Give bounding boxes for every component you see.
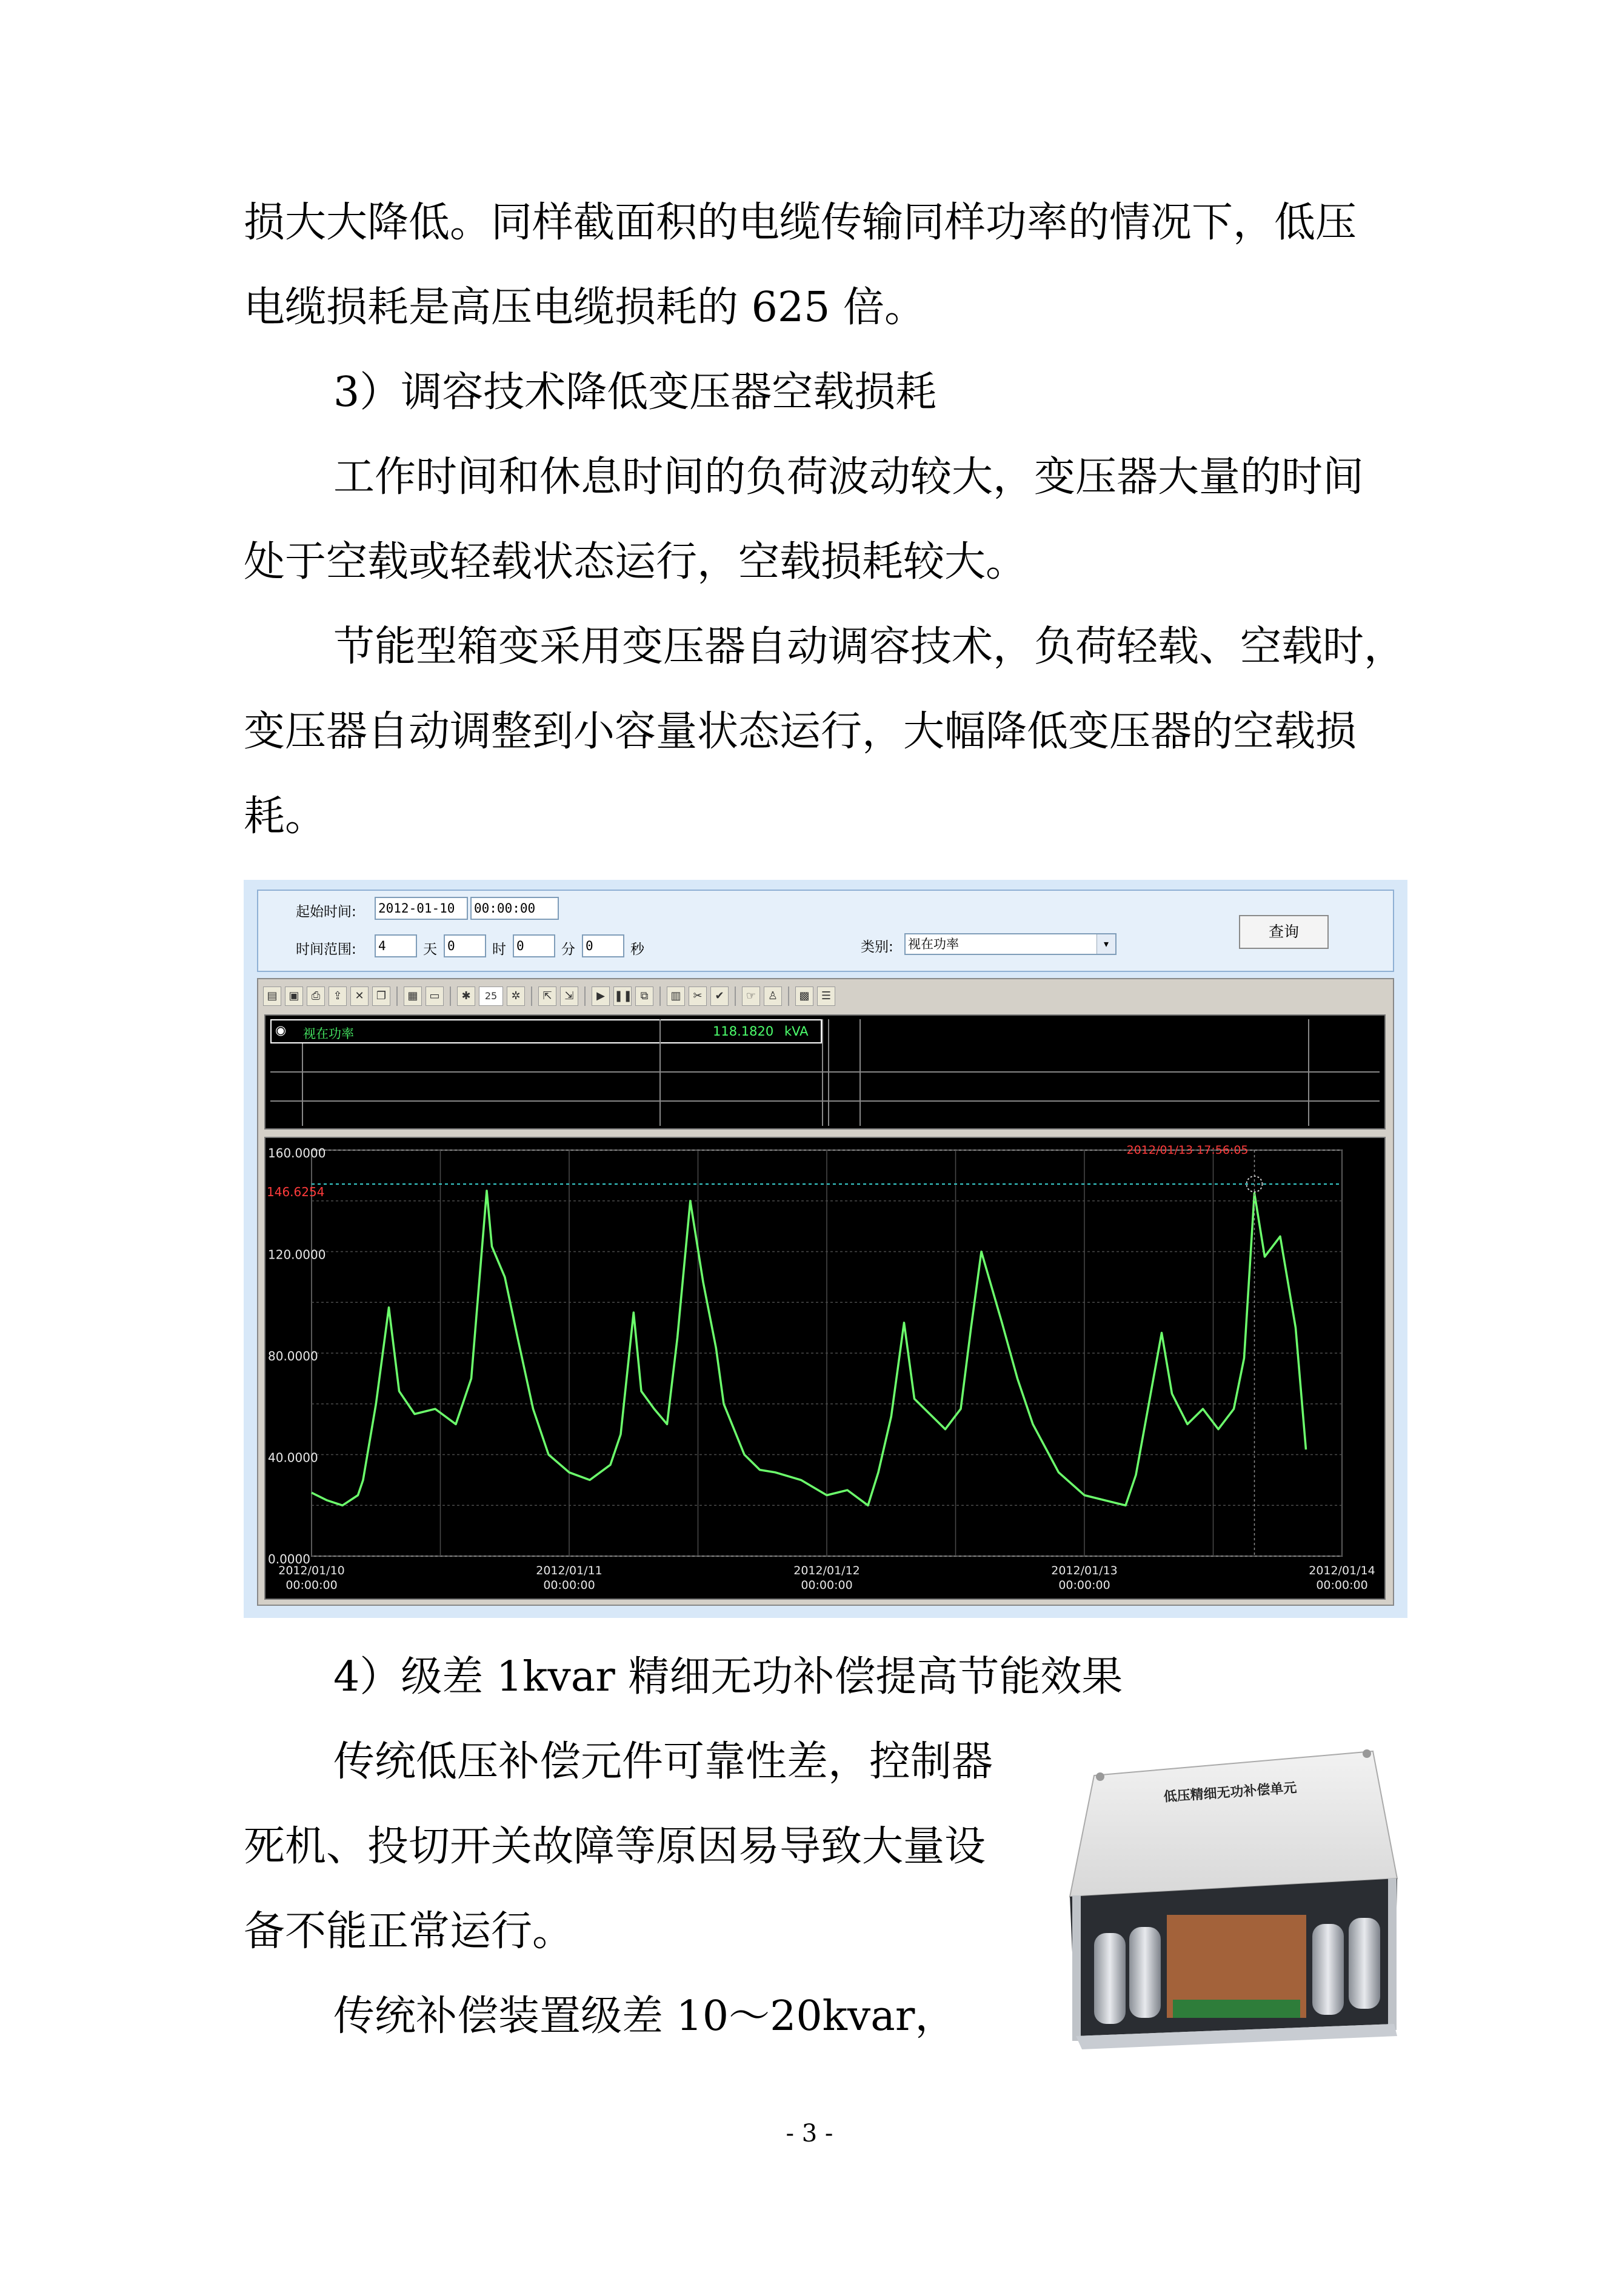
list-icon[interactable]: ☰ — [817, 987, 835, 1006]
capacitor — [1094, 1933, 1126, 2024]
x-tick-date: 2012/01/11 — [536, 1564, 603, 1577]
gear-icon[interactable]: ✲ — [507, 987, 525, 1006]
paragraph-line: 传统补偿装置级差 10～20kvar， — [333, 1992, 956, 2040]
enclosure-top — [1070, 1751, 1397, 1897]
frame-post — [1072, 1895, 1081, 2041]
cursor-label: 2012/01/13 17:56:05 — [1126, 1143, 1249, 1157]
layers-icon[interactable]: ⧉ — [635, 987, 653, 1006]
range-label: 时间范围: — [296, 942, 356, 957]
chart-app-window — [257, 978, 1394, 1606]
save-icon[interactable]: ▣ — [285, 987, 303, 1006]
circuit-board — [1173, 2000, 1300, 2018]
minutes-unit: 分 — [561, 942, 575, 957]
copy-icon[interactable]: ❐ — [372, 987, 390, 1006]
capacitor — [1312, 1924, 1344, 2015]
open-icon[interactable]: ▤ — [263, 987, 281, 1006]
value-row-value: 118.1820 — [713, 1024, 774, 1039]
paragraph-line: 节能型箱变采用变压器自动调容技术，负荷轻载、空载时， — [333, 623, 1406, 671]
play-icon[interactable]: ▶ — [592, 987, 610, 1006]
x-tick-time: 00:00:00 — [1058, 1579, 1110, 1592]
value-grid — [264, 1014, 1386, 1130]
hours-unit: 时 — [492, 942, 506, 957]
toolbar — [263, 983, 835, 1010]
paragraph-line: 损大大降低。同样截面积的电缆传输同样功率的情况下，低压 — [244, 199, 1357, 247]
panel-title: 低压精细无功补偿单元 — [1163, 1780, 1298, 1805]
x-tick-date: 2012/01/13 — [1051, 1564, 1118, 1577]
y-tick-label: 40.0000 — [268, 1450, 318, 1465]
x-tick-time: 00:00:00 — [543, 1579, 595, 1592]
grid-icon[interactable]: ▩ — [795, 987, 813, 1006]
value-row-name: 视在功率 — [303, 1027, 354, 1041]
paragraph-line: 处于空载或轻载状态运行，空载损耗较大。 — [244, 538, 1027, 586]
minutes-input[interactable]: 0 — [513, 934, 555, 957]
paragraph-line: 备不能正常运行。 — [244, 1908, 574, 1955]
days-unit: 天 — [423, 942, 437, 957]
y-tick-label: 160.0000 — [268, 1146, 326, 1160]
pause-icon[interactable]: ❚❚ — [613, 987, 632, 1006]
section-heading-3: 3）调容技术降低变压器空载损耗 — [333, 368, 937, 416]
x-tick-time: 00:00:00 — [285, 1579, 338, 1592]
hours-input[interactable]: 0 — [444, 934, 486, 957]
seconds-input[interactable]: 0 — [582, 934, 624, 957]
x-tick-time: 00:00:00 — [1316, 1579, 1368, 1592]
value-row-unit: kVA — [784, 1024, 809, 1039]
export-icon[interactable]: ⇪ — [329, 987, 347, 1006]
category-label: 类别: — [861, 939, 893, 955]
value-row[interactable] — [270, 1019, 822, 1043]
trend-chart — [264, 1137, 1386, 1600]
table-icon[interactable]: ▦ — [404, 987, 422, 1006]
cursor-icon[interactable]: ☞ — [742, 987, 760, 1006]
print-icon[interactable]: ⎙ — [307, 987, 325, 1006]
eye-icon[interactable]: ◉ — [275, 1023, 287, 1037]
trend-chart-svg — [265, 1138, 1384, 1599]
chevron-down-icon[interactable]: ▾ — [1097, 934, 1115, 954]
y-tick-label: 0.0000 — [268, 1552, 310, 1566]
capacitor — [1129, 1927, 1161, 2018]
paragraph-line: 工作时间和休息时间的负荷波动较大，变压器大量的时间 — [333, 453, 1364, 501]
delete-icon[interactable]: ✕ — [350, 987, 369, 1006]
monitoring-screenshot — [244, 880, 1407, 1618]
spin-input[interactable]: 25 — [479, 987, 503, 1006]
category-select[interactable] — [904, 933, 1117, 955]
zoom-in-icon[interactable]: ⇱ — [538, 987, 556, 1006]
start-time-input[interactable]: 00:00:00 — [470, 897, 559, 920]
query-panel — [257, 890, 1394, 972]
query-button[interactable]: 查询 — [1239, 915, 1329, 949]
paragraph-line: 传统低压补偿元件可靠性差，控制器 — [333, 1738, 993, 1786]
compensation-unit-photo — [1058, 1733, 1409, 2066]
y-tick-label: 80.0000 — [268, 1349, 318, 1363]
x-tick-date: 2012/01/12 — [793, 1564, 860, 1577]
seconds-unit: 秒 — [630, 942, 644, 957]
paragraph-line: 变压器自动调整到小容量状态运行，大幅降低变压器的空载损 — [244, 708, 1357, 756]
report-icon[interactable]: ▥ — [667, 987, 685, 1006]
cross-icon[interactable]: ✂ — [689, 987, 707, 1006]
person-icon[interactable]: ♙ — [764, 987, 782, 1006]
zoom-out-icon[interactable]: ⇲ — [560, 987, 578, 1006]
section-heading-4: 4）级差 1kvar 精细无功补偿提高节能效果 — [333, 1653, 1123, 1701]
settings-icon[interactable]: ✱ — [457, 987, 475, 1006]
paragraph-line: 耗。 — [244, 793, 327, 840]
max-value-label: 146.6254 — [267, 1185, 325, 1200]
series-line — [312, 1191, 1306, 1505]
x-tick-date: 2012/01/14 — [1309, 1564, 1375, 1577]
paragraph-line: 死机、投切开关故障等原因易导致大量设 — [244, 1823, 986, 1871]
paragraph-line: 电缆损耗是高压电缆损耗的 625 倍。 — [244, 284, 926, 331]
days-input[interactable]: 4 — [375, 934, 417, 957]
y-tick-label: 120.0000 — [268, 1247, 326, 1262]
category-value: 视在功率 — [908, 937, 959, 951]
check-icon[interactable]: ✔ — [710, 987, 729, 1006]
page-number: - 3 - — [786, 2120, 833, 2148]
x-tick-date: 2012/01/10 — [278, 1564, 345, 1577]
capacitor — [1349, 1918, 1380, 2009]
window-icon[interactable]: ▭ — [426, 987, 444, 1006]
x-tick-time: 00:00:00 — [801, 1579, 853, 1592]
start-time-label: 起始时间: — [296, 904, 356, 920]
frame-post — [1388, 1878, 1397, 2030]
start-date-input[interactable]: 2012-01-10 — [375, 897, 468, 920]
